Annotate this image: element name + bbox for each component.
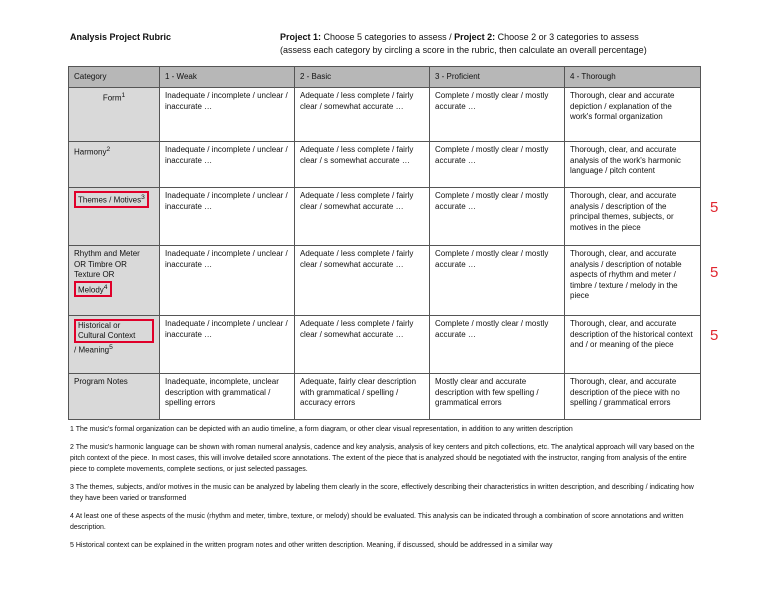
table-row-rhythm-melody — [69, 246, 701, 316]
project-1-label: Project 1: — [280, 32, 322, 42]
category-cell: Program Notes — [69, 374, 160, 420]
column-header-basic: 2 - Basic — [295, 67, 430, 88]
footnote-ref: 4 — [103, 283, 108, 291]
footnote-ref: 5 — [109, 344, 113, 351]
category-cell — [69, 142, 160, 188]
footnote-2: 2 The music's harmonic language can be shown with roman numeral analysis, cadence and key analysis, analysis of key centers and pitch collections, etc. The analytical approach will vary based on the pitch context of the piece. In most cases, this will involve detailed score annotations. The extent of the piece that is analyzed should be negotiated with the instructor, ranging from analysis of the entire piece to complete movements, complete sections, or just selected passages. — [70, 444, 695, 473]
thorough-cell: Thorough, clear, and accurate analysis / description of notable aspects of rhythm and meter / timbre / texture / melody in the piece — [565, 246, 701, 316]
column-header-category: Category — [69, 67, 160, 88]
instructions — [280, 31, 720, 57]
category-suffix: / Meaning — [74, 345, 110, 355]
basic-cell: Adequate, fairly clear description with grammatical / spelling / accuracy errors — [295, 374, 430, 420]
basic-cell: Adequate / less complete / fairly clear / somewhat accurate … — [295, 246, 430, 316]
footnote-ref: 2 — [106, 146, 111, 153]
proficient-cell: Complete / mostly clear / mostly accurate … — [430, 246, 565, 316]
table-row-program-notes — [69, 374, 701, 420]
column-header-weak: 1 - Weak — [160, 67, 295, 88]
category-cell — [69, 88, 160, 142]
footnote-3: 3 The themes, subjects, and/or motives in the music can be analyzed by labeling them clearly in the score, effectively describing their characteristics in written description, and describing / indicating how they have been varied or transformed — [70, 484, 694, 502]
category-prefix: Rhythm and Meter OR Timbre OR Texture OR — [74, 249, 140, 279]
instructions-line-2: (assess each category by circling a score in the rubric, then calculate an overall percentage) — [280, 45, 647, 55]
table-row-form — [69, 88, 701, 142]
basic-cell: Adequate / less complete / fairly clear / somewhat accurate … — [295, 88, 430, 142]
footnote-5: 5 Historical context can be explained in the written program notes and other written description. Meaning, if discussed, should be addressed in a similar way — [70, 542, 553, 549]
weak-cell: Inadequate / incomplete / unclear / inaccurate … — [160, 188, 295, 246]
rubric-table — [68, 66, 701, 420]
footnote-ref: 3 — [141, 194, 145, 201]
thorough-cell: Thorough, clear, and accurate analysis of the work's harmonic language / pitch content — [565, 142, 701, 188]
table-header-row — [69, 67, 701, 88]
circled-category-mark — [74, 191, 149, 208]
weak-cell: Inadequate / incomplete / unclear / inaccurate … — [160, 316, 295, 374]
column-header-thorough: 4 - Thorough — [565, 67, 701, 88]
category-label: Melody — [78, 285, 104, 295]
table-row-themes — [69, 188, 701, 246]
table-row-historical — [69, 316, 701, 374]
table-row-harmony — [69, 142, 701, 188]
weak-cell: Inadequate / incomplete / unclear / inaccurate … — [160, 142, 295, 188]
category-cell — [69, 188, 160, 246]
proficient-cell: Complete / mostly clear / mostly accurate … — [430, 142, 565, 188]
proficient-cell: Complete / mostly clear / mostly accurate … — [430, 188, 565, 246]
page-title: Analysis Project Rubric — [70, 32, 172, 42]
category-cell — [69, 246, 160, 316]
basic-cell: Adequate / less complete / fairly clear / somewhat accurate … — [295, 188, 430, 246]
circled-category-mark: Historical or Cultural Context — [74, 319, 154, 343]
category-label: Themes / Motives — [78, 195, 142, 205]
footnote-ref: 1 — [121, 92, 126, 99]
footnote-1: 1 The music's formal organization can be depicted with an audio timeline, a form diagram, or other clear visual representation, in addition to any written description — [70, 426, 573, 433]
proficient-cell: Complete / mostly clear / mostly accurate … — [430, 88, 565, 142]
basic-cell: Adequate / less complete / fairly clear / s somewhat accurate … — [295, 142, 430, 188]
weak-cell: Inadequate / incomplete / unclear / inaccurate … — [160, 88, 295, 142]
footnote-4: 4 At least one of these aspects of the music (rhythm and meter, timbre, texture, or melody) should be evaluated. This analysis can be indicated through a combination of score annotations and written description. — [70, 513, 684, 531]
basic-cell: Adequate / less complete / fairly clear / somewhat accurate … — [295, 316, 430, 374]
handwritten-score-historical: 5 — [710, 327, 719, 344]
weak-cell: Inadequate / incomplete / unclear / inaccurate … — [160, 246, 295, 316]
handwritten-score-themes: 5 — [710, 199, 719, 216]
project-1-text: Choose 5 categories to assess / — [321, 32, 455, 42]
project-2-label: Project 2: — [454, 32, 496, 42]
circled-category-mark — [74, 281, 112, 298]
category-cell — [69, 316, 160, 374]
proficient-cell: Mostly clear and accurate description with few spelling / grammatical errors — [430, 374, 565, 420]
handwritten-score-rhythm-melody: 5 — [710, 264, 719, 281]
category-label: Form — [102, 93, 122, 103]
category-label: Harmony — [74, 147, 107, 157]
thorough-cell: Thorough, clear, and accurate description of the piece with no spelling / grammatical errors — [565, 374, 701, 420]
proficient-cell: Complete / mostly clear / mostly accurate … — [430, 316, 565, 374]
column-header-proficient: 3 - Proficient — [430, 67, 565, 88]
project-2-text: Choose 2 or 3 categories to assess — [495, 32, 639, 42]
instructions-line-1 — [280, 31, 720, 44]
weak-cell: Inadequate, incomplete, unclear description with grammatical / spelling errors — [160, 374, 295, 420]
footnotes — [70, 424, 700, 558]
thorough-cell: Thorough, clear, and accurate analysis / description of the principal themes, subjects, or motives in the piece — [565, 188, 701, 246]
thorough-cell: Thorough, clear and accurate depiction / explanation of the work's formal organization — [565, 88, 701, 142]
thorough-cell: Thorough, clear, and accurate description of the historical context and / or meaning of the piece — [565, 316, 701, 374]
